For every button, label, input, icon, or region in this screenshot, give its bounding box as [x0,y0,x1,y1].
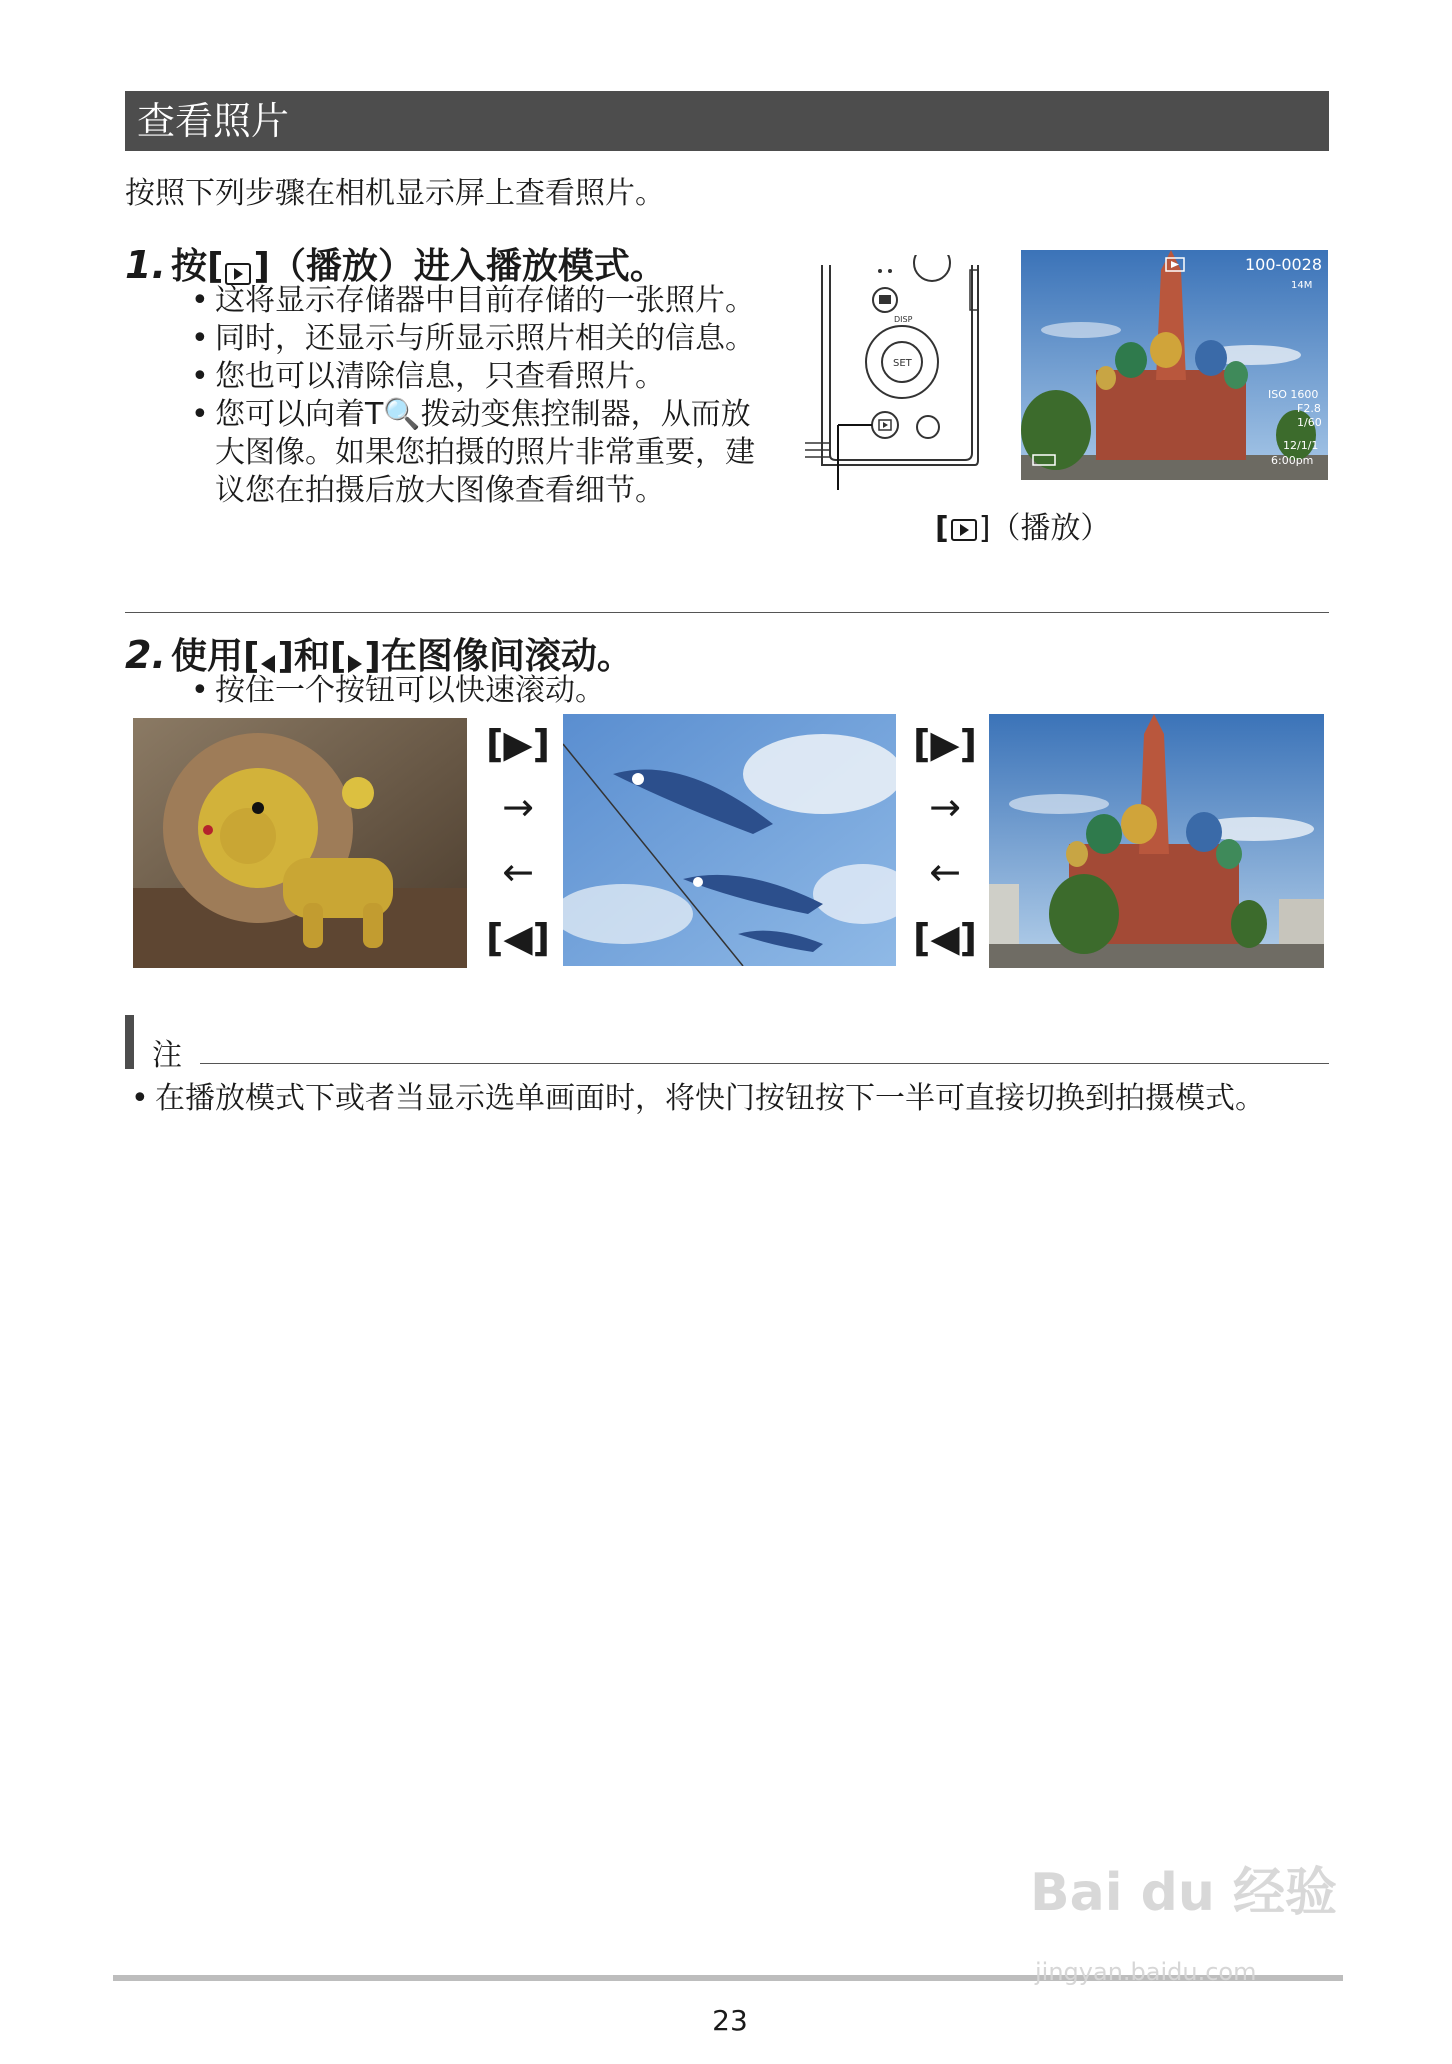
intro-text: 按照下列步骤在相机显示屏上查看照片。 [125,176,665,211]
playback-caption [935,503,1110,547]
list-item: • 按住一个按钮可以快速滚动。 [185,672,605,710]
note-marker [125,1015,134,1069]
list-item: • 您可以向着T🔍拨动变焦控制器，从而放大图像。如果您拍摄的照片非常重要，建议您在拍摄后放大图像查看细节。 [185,396,760,510]
page-number: 23 [712,2004,748,2037]
arrow-left: ← [502,850,534,894]
image-size: 14M [1291,280,1313,291]
arrow-right: → [502,785,534,829]
step1-title-a: 按[ [170,246,224,287]
photo-cathedral [989,714,1324,968]
right-button-icon [348,655,362,673]
caption-bracket-open: [ [935,511,949,546]
step2-title-c: ]在图像间滚动。 [364,636,633,677]
playback-screen [1021,250,1328,480]
step2-title-a: 使用[ [170,636,260,677]
aperture-value: F2.8 [1297,402,1321,415]
camera-back-illustration [800,255,985,495]
baidu-watermark: Bai du 经验 [1030,1863,1337,1923]
iso-value: ISO 1600 [1268,388,1319,401]
step1-number: 1. [125,243,166,287]
time-value: 6:00pm [1271,454,1314,467]
step2-bullets [185,672,605,710]
step2-title-b: ]和[ [277,636,347,677]
set-label: SET [893,358,912,369]
note-bullets [125,1080,1305,1118]
nav-right-label-2: [▶] [913,722,977,766]
list-item: • 在播放模式下或者当显示选单画面时，将快门按钮按下一半可直接切换到拍摄模式。 [125,1080,1305,1118]
photo-crochet-lion [133,718,467,968]
caption-text: ]（播放） [978,511,1111,546]
note-label: 注 [152,1038,182,1073]
file-number: 100-0028 [1245,255,1323,274]
list-item: • 这将显示存储器中目前存储的一张照片。 [185,282,760,320]
divider [125,612,1329,613]
section-title: 查看照片 [125,91,1329,151]
nav-right-label: [▶] [486,722,550,766]
date-value: 12/1/1 [1283,439,1319,452]
nav-left-label-2: [◀] [913,916,977,960]
arrow-right-2: → [929,785,961,829]
disp-label: DISP [894,315,913,324]
step1-bullets [185,282,760,510]
list-item: • 同时，还显示与所显示照片相关的信息。 [185,320,760,358]
photo-carp-kites [563,714,896,966]
list-item: • 您也可以清除信息，只查看照片。 [185,358,760,396]
step1-title-b: ]（播放）进入播放模式。 [253,246,666,287]
nav-left-label: [◀] [486,916,550,960]
shutter-value: 1/60 [1297,416,1322,429]
arrow-left-2: ← [929,850,961,894]
play-icon [951,519,977,541]
note-rule [200,1063,1329,1064]
step2-number: 2. [125,633,166,677]
left-button-icon [261,655,275,673]
baidu-watermark-url: jingyan.baidu.com [1035,1958,1257,1986]
